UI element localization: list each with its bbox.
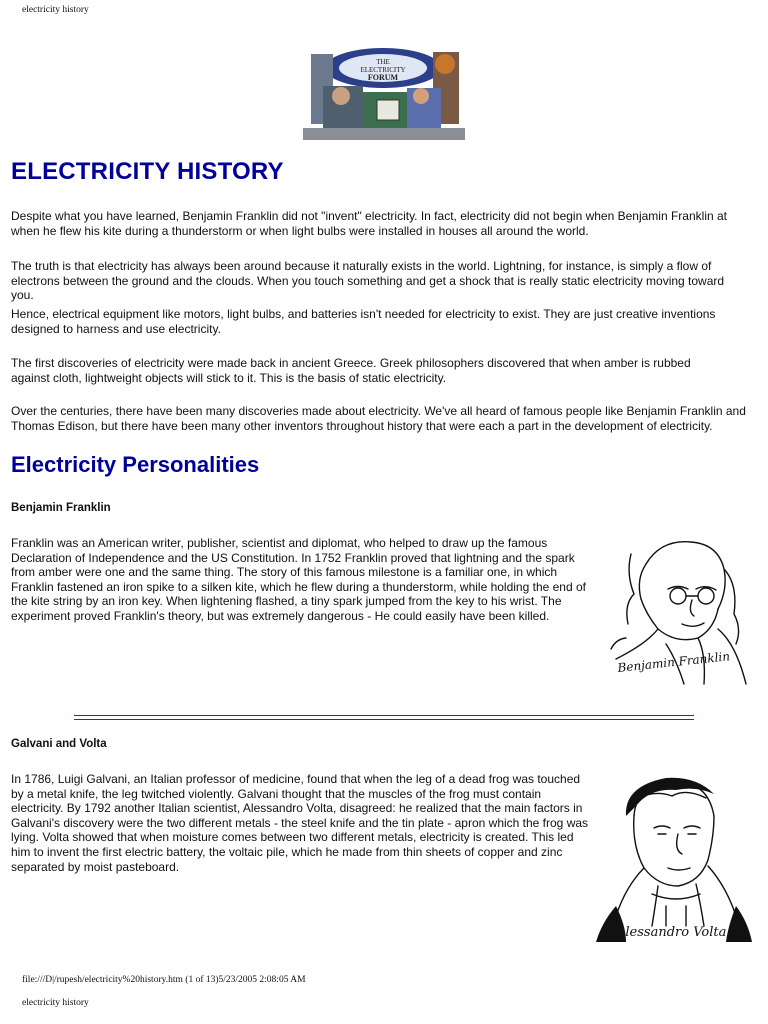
franklin-heading: Benjamin Franklin <box>11 502 111 514</box>
intro-paragraph-2: The truth is that electricity has always been around because it naturally exists in the world. Lightning, for instance, is simply a flow of electrons between the ground and the clouds. When you touch something and get a shock that is really static electricity moving toward you. <box>11 259 725 303</box>
galvani-volta-heading: Galvani and Volta <box>11 738 107 750</box>
svg-text:THE: THE <box>376 58 390 66</box>
intro-paragraph-1: Despite what you have learned, Benjamin Franklin did not "invent" electricity. In fact, electricity did not begin when Benjamin Franklin at when he flew his kite during a thunderstorm or when light bulbs were installed in houses all around the world. <box>11 209 727 238</box>
svg-text:FORUM: FORUM <box>367 73 399 82</box>
intro-paragraph-5: Over the centuries, there have been many discoveries made about electricity. We've all heard of famous people like Benjamin Franklin and Thomas Edison, but there have been many other inventors throughout history that were each a part in the development of electricity. <box>11 404 746 433</box>
electricity-forum-logo <box>303 42 465 140</box>
print-header-title-next: electricity history <box>22 998 89 1008</box>
print-header-title: electricity history <box>22 5 89 15</box>
franklin-paragraph: Franklin was an American writer, publisher, scientist and diplomat, who helped to draw up the famous Declaration of Independence and the US Constitution. In 1752 Franklin proved that lightning and the spark from amber were one and the same thing. The story of this famous milestone is a familiar one, in which Franklin fastened an iron spike to a silken kite, which he flew during a thunderstorm, while holding the end of the kite string by an iron key. When lightening flashed, a tiny spark jumped from the key to his wrist. The experiment proved Franklin's theory, but was extremely dangerous - He could easily have been killed. <box>11 536 586 623</box>
section-divider <box>74 715 694 720</box>
print-footer-path: file:///D|/rupesh/electricity%20history.htm (1 of 13)5/23/2005 2:08:05 AM <box>22 975 306 985</box>
intro-paragraph-3: Hence, electrical equipment like motors, light bulbs, and batteries isn't needed for electricity to exist. They are just creative inventions designed to harness and use electricity. <box>11 307 716 336</box>
franklin-portrait <box>606 534 752 690</box>
svg-text:ELECTRICITY: ELECTRICITY <box>360 66 406 74</box>
svg-text:Benjamin Franklin: Benjamin Franklin <box>616 649 731 675</box>
page-title: ELECTRICITY HISTORY <box>11 158 284 185</box>
svg-text:Alessandro Volta: Alessandro Volta <box>616 925 727 940</box>
intro-paragraph-4: The first discoveries of electricity were made back in ancient Greece. Greek philosophers discovered that when amber is rubbed against cloth, lightweight objects will stick to it. This is the basis of static electricity. <box>11 356 691 385</box>
personalities-heading: Electricity Personalities <box>11 452 260 477</box>
volta-portrait <box>596 776 752 944</box>
galvani-volta-paragraph: In 1786, Luigi Galvani, an Italian professor of medicine, found that when the leg of a dead frog was touched by a metal knife, the leg twitched violently. Galvani thought that the muscles of the frog must contain electricity. By 1792 another Italian scientist, Alessandro Volta, disagreed: he realized that the main factors in Galvani's discovery were the two different metals - the steel knife and the tin plate - apron which the frog was lying. Volta showed that when moisture comes between two different metals, electricity is created. This led him to invent the first electric battery, the voltaic pile, which he made from thin sheets of copper and zinc separated by moist pasteboard. <box>11 772 589 874</box>
